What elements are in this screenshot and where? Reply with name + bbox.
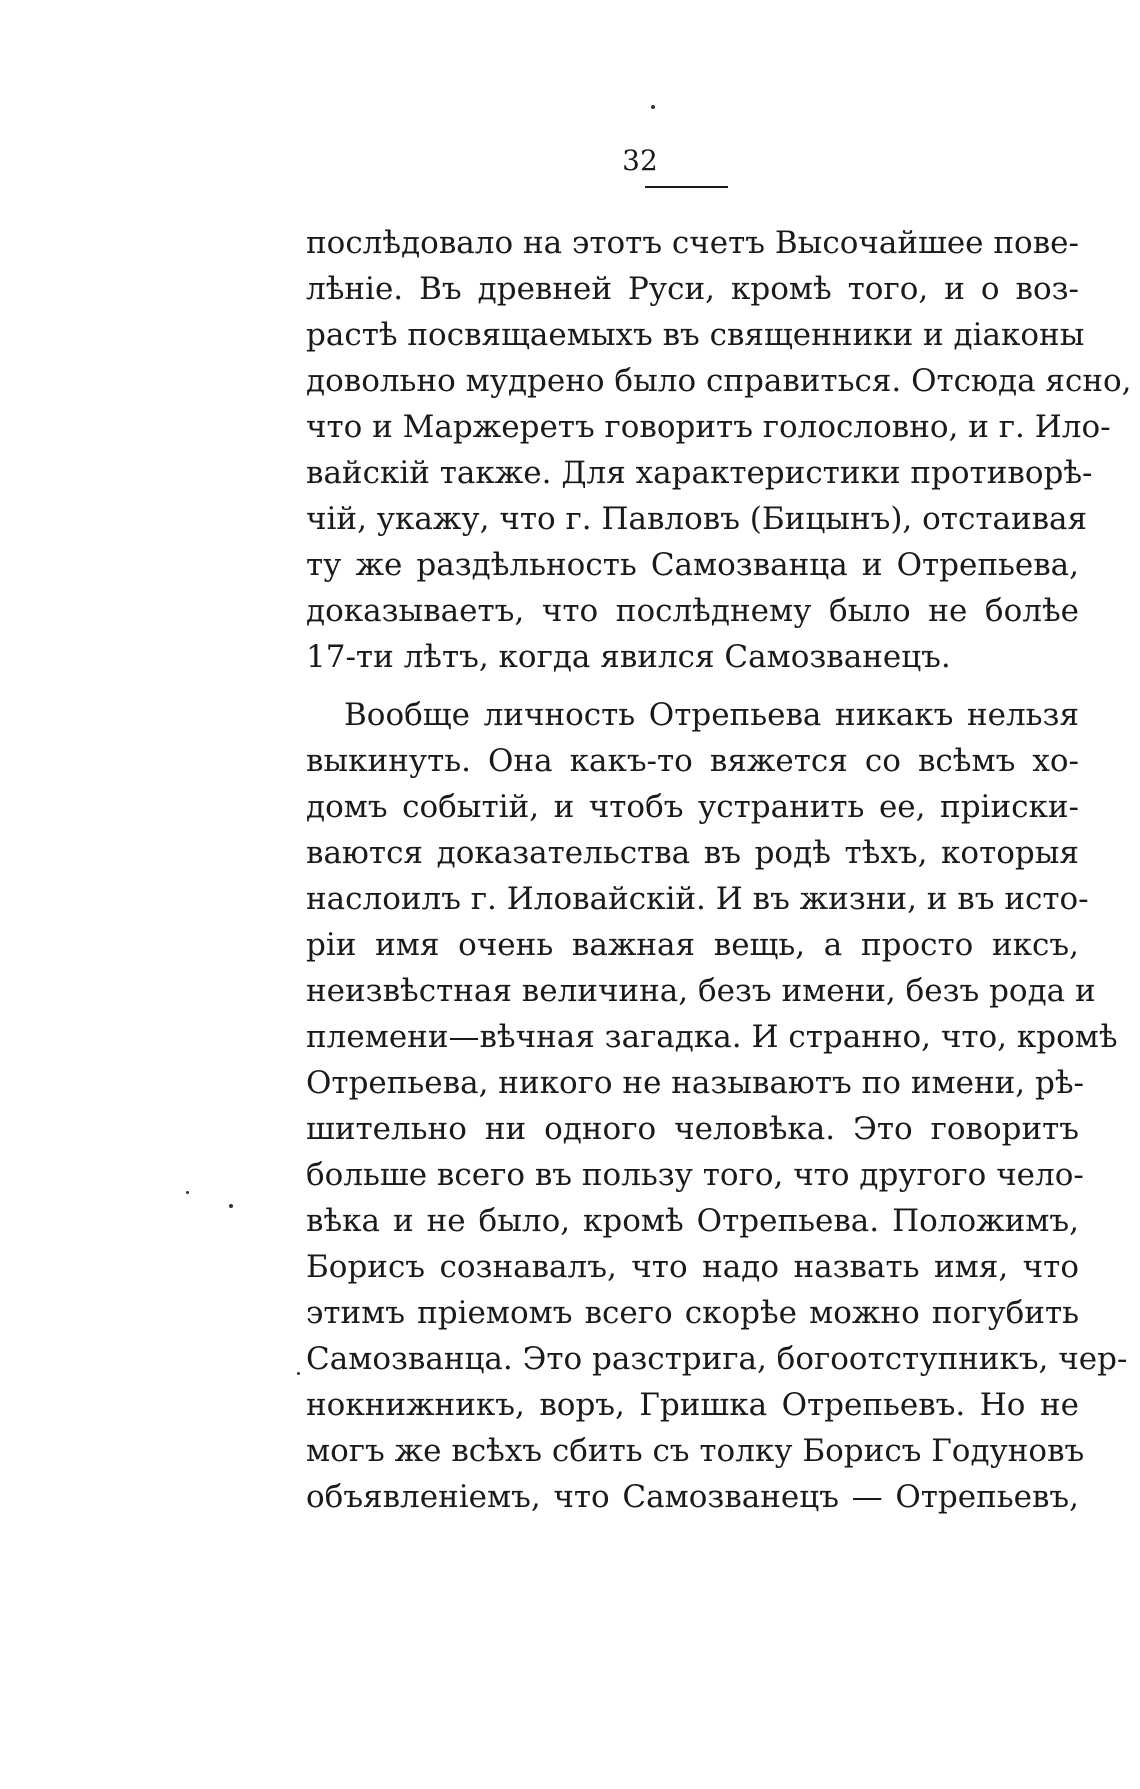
paragraph-1: [306, 220, 1132, 680]
text-line: что и Маржеретъ говоритъ голословно, и г. Ило-: [306, 409, 1111, 445]
text-line: выкинуть. Она какъ-то вяжется со всѣмъ хо-: [306, 743, 1079, 779]
text-line: Отрепьева, никого не называютъ по имени, рѣ-: [306, 1065, 1084, 1101]
text-line: наслоилъ г. Иловайскій. И въ жизни, и въ исто-: [306, 881, 1089, 917]
scan-speck: [229, 1204, 233, 1208]
scan-speck: [651, 105, 655, 109]
text-line: вѣка и не было, кромѣ Отрепьева. Положимъ,: [306, 1203, 1079, 1239]
text-line: племени—вѣчная загадка. И странно, что, кромѣ: [306, 1019, 1118, 1055]
text-line: нокнижникъ, воръ, Гришка Отрепьевъ. Но не: [306, 1387, 1079, 1423]
text-line: послѣдовало на этотъ счетъ Высочайшее пове-: [306, 225, 1079, 261]
text-line: ту же раздѣльность Самозванца и Отрепьева,: [306, 547, 1079, 583]
text-line: неизвѣстная величина, безъ имени, безъ рода и: [306, 973, 1096, 1009]
paragraph-2: [306, 692, 1128, 1520]
text-line: домъ событій, и чтобъ устранить ее, пріиски-: [306, 789, 1079, 825]
text-line: довольно мудрено было справиться. Отсюда ясно,: [306, 363, 1132, 399]
text-line: доказываетъ, что послѣднему было не болѣе: [306, 593, 1079, 629]
text-line: ріи имя очень важная вещь, а просто иксъ,: [306, 927, 1079, 963]
text-line: чій, укажу, что г. Павловъ (Бицынъ), отстаивая: [306, 501, 1088, 537]
text-line: шительно ни одного человѣка. Это говоритъ: [306, 1111, 1079, 1147]
text-line: этимъ пріемомъ всего скорѣе можно погубить: [306, 1295, 1079, 1331]
text-line: Самозванца. Это разстрига, богоотступникъ, чер-: [306, 1341, 1128, 1377]
text-line: Вообще личность Отрепьева никакъ нельзя: [344, 697, 1079, 733]
scan-speck: [186, 1191, 189, 1194]
text-line: объявленіемъ, что Самозванецъ — Отрепьевъ,: [306, 1479, 1079, 1515]
page-number: 32: [622, 144, 658, 177]
text-line: вайскій также. Для характеристики противорѣ-: [306, 455, 1093, 491]
text-line: Борисъ сознавалъ, что надо назвать имя, что: [306, 1249, 1079, 1285]
text-line: больше всего въ пользу того, что другого чело-: [306, 1157, 1084, 1193]
text-line: растѣ посвящаемыхъ въ священники и діаконы: [306, 317, 1085, 353]
text-line: 17-ти лѣтъ, когда явился Самозванецъ.: [306, 639, 951, 675]
text-line: лѣніе. Въ древней Руси, кромѣ того, и о воз-: [306, 271, 1079, 307]
page-number-rule: [645, 186, 728, 188]
text-line: ваются доказательства въ родѣ тѣхъ, которыя: [306, 835, 1079, 871]
text-line: могъ же всѣхъ сбить съ толку Борисъ Годуновъ: [306, 1433, 1085, 1469]
scan-speck: [297, 1372, 300, 1375]
body-text: [306, 220, 1132, 1520]
